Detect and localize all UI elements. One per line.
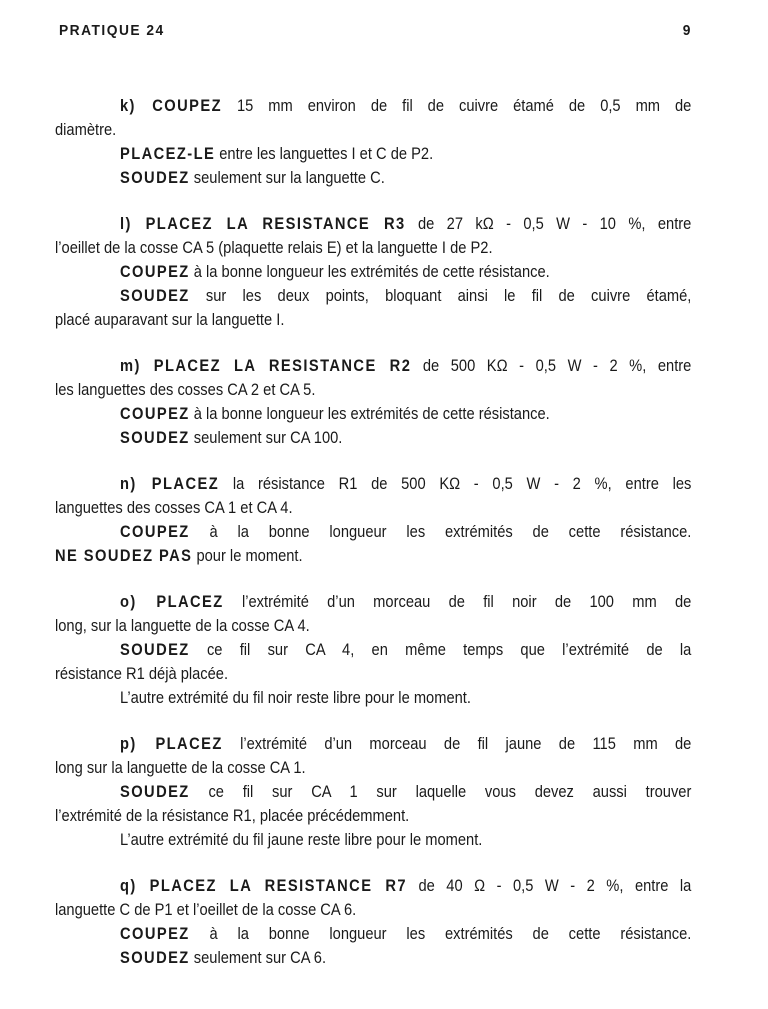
line-text: entre les languettes I et C de P2. — [215, 145, 434, 163]
text-line — [55, 662, 691, 686]
action-keyword: PLACEZ-LE — [119, 145, 216, 163]
text-line — [55, 426, 691, 450]
text-line — [55, 922, 691, 946]
text-line — [55, 544, 691, 568]
line-content — [55, 662, 691, 686]
instruction-step-p — [55, 732, 691, 852]
text-line — [55, 732, 691, 756]
line-content — [120, 284, 691, 308]
action-keyword: SOUDEZ — [119, 949, 190, 967]
line-content — [120, 426, 691, 450]
text-line — [55, 686, 691, 710]
line-text: L’autre extrémité du fil noir reste libre pour le moment. — [119, 689, 471, 707]
line-text: diamètre. — [55, 121, 117, 139]
action-keyword: SOUDEZ — [119, 287, 190, 305]
text-line — [55, 166, 691, 190]
text-line — [55, 212, 691, 236]
line-content — [120, 946, 691, 970]
line-text: les languettes des cosses CA 2 et CA 5. — [55, 381, 316, 399]
action-keyword: q) PLACEZ LA RESISTANCE R7 — [119, 877, 407, 895]
line-text: l’oeillet de la cosse CA 5 (plaquette relais E) et la languette I de P2. — [55, 239, 493, 257]
text-line — [55, 804, 691, 828]
action-keyword: COUPEZ — [119, 523, 190, 541]
text-line — [55, 284, 691, 308]
line-content — [120, 780, 691, 804]
action-keyword: p) PLACEZ — [119, 735, 223, 753]
text-line — [55, 614, 691, 638]
line-text: 15 mm environ de fil de cuivre étamé de 0,5 mm de — [222, 97, 692, 115]
line-content — [55, 308, 691, 332]
instruction-step-o — [55, 590, 691, 710]
action-keyword: l) PLACEZ LA RESISTANCE R3 — [119, 215, 406, 233]
line-text: la résistance R1 de 500 KΩ - 0,5 W - 2 %, entre les — [219, 475, 692, 493]
line-content — [120, 166, 691, 190]
line-text: de 500 KΩ - 0,5 W - 2 %, entre — [411, 357, 692, 375]
page-number: 9 — [682, 22, 692, 39]
line-content — [120, 732, 691, 756]
text-line — [55, 236, 691, 260]
line-text: seulement sur la languette C. — [189, 169, 385, 187]
text-line — [55, 402, 691, 426]
text-line — [55, 898, 691, 922]
action-keyword: NE SOUDEZ PAS — [55, 547, 193, 565]
text-line — [55, 260, 691, 284]
line-text: l’extrémité d’un morceau de fil jaune de 115 mm de — [222, 735, 692, 753]
action-keyword: COUPEZ — [119, 263, 190, 281]
line-content — [120, 402, 691, 426]
text-line — [55, 354, 691, 378]
text-line — [55, 94, 691, 118]
line-text: l’extrémité de la résistance R1, placée précédemment. — [55, 807, 410, 825]
text-line — [55, 378, 691, 402]
line-content — [55, 236, 691, 260]
line-text: de 40 Ω - 0,5 W - 2 %, entre la — [406, 877, 692, 895]
line-content — [55, 378, 691, 402]
line-content — [120, 874, 691, 898]
text-line — [55, 946, 691, 970]
instructions-body — [55, 94, 691, 992]
line-text: pour le moment. — [192, 547, 303, 565]
action-keyword: SOUDEZ — [119, 429, 190, 447]
document-title: PRATIQUE 24 — [59, 22, 165, 39]
action-keyword: COUPEZ — [119, 925, 190, 943]
line-content — [55, 496, 691, 520]
line-content — [120, 828, 691, 852]
action-keyword: SOUDEZ — [119, 641, 190, 659]
action-keyword: SOUDEZ — [119, 783, 190, 801]
line-text: de 27 kΩ - 0,5 W - 10 %, entre — [405, 215, 692, 233]
text-line — [55, 520, 691, 544]
instruction-step-m — [55, 354, 691, 450]
text-line — [55, 780, 691, 804]
action-keyword: COUPEZ — [119, 405, 190, 423]
line-content — [120, 472, 691, 496]
text-line — [55, 874, 691, 898]
line-text: L’autre extrémité du fil jaune reste libre pour le moment. — [119, 831, 483, 849]
line-content — [120, 922, 691, 946]
line-text: à la bonne longueur les extrémités de cette résistance. — [189, 523, 692, 541]
line-text: languettes des cosses CA 1 et CA 4. — [55, 499, 293, 517]
line-content — [120, 520, 691, 544]
line-content — [120, 638, 691, 662]
text-line — [55, 118, 691, 142]
line-content — [55, 544, 691, 568]
line-content — [120, 590, 691, 614]
text-line — [55, 496, 691, 520]
line-text: languette C de P1 et l’oeillet de la cosse CA 6. — [55, 901, 357, 919]
action-keyword: n) PLACEZ — [119, 475, 220, 493]
line-text: seulement sur CA 6. — [189, 949, 327, 967]
page-header — [59, 22, 692, 39]
line-content — [55, 804, 691, 828]
line-text: à la bonne longueur les extrémités de cette résistance. — [189, 405, 550, 423]
line-content — [55, 118, 691, 142]
instruction-step-n — [55, 472, 691, 568]
line-text: long, sur la languette de la cosse CA 4. — [55, 617, 310, 635]
text-line — [55, 638, 691, 662]
line-content — [120, 354, 691, 378]
text-line — [55, 472, 691, 496]
action-keyword: SOUDEZ — [119, 169, 190, 187]
line-text: l’extrémité d’un morceau de fil noir de 100 mm de — [223, 593, 692, 611]
action-keyword: k) COUPEZ — [119, 97, 223, 115]
line-content — [120, 212, 691, 236]
text-line — [55, 308, 691, 332]
line-content — [120, 260, 691, 284]
action-keyword: o) PLACEZ — [119, 593, 224, 611]
line-text: ce fil sur CA 1 sur laquelle vous devez aussi trouver — [189, 783, 692, 801]
line-content — [55, 756, 691, 780]
line-content — [55, 898, 691, 922]
instruction-step-l — [55, 212, 691, 332]
line-text: ce fil sur CA 4, en même temps que l’extrémité de la — [189, 641, 692, 659]
line-text: résistance R1 déjà placée. — [55, 665, 229, 683]
text-line — [55, 828, 691, 852]
text-line — [55, 142, 691, 166]
text-line — [55, 590, 691, 614]
line-text: à la bonne longueur les extrémités de cette résistance. — [189, 263, 550, 281]
line-content — [120, 94, 691, 118]
text-line — [55, 756, 691, 780]
instruction-step-k — [55, 94, 691, 190]
line-content — [120, 142, 691, 166]
line-content — [55, 614, 691, 638]
line-text: seulement sur CA 100. — [189, 429, 343, 447]
instruction-step-q — [55, 874, 691, 970]
line-text: sur les deux points, bloquant ainsi le fil de cuivre étamé, — [189, 287, 692, 305]
line-text: placé auparavant sur la languette I. — [55, 311, 285, 329]
action-keyword: m) PLACEZ LA RESISTANCE R2 — [119, 357, 412, 375]
line-text: à la bonne longueur les extrémités de cette résistance. — [189, 925, 692, 943]
line-content — [120, 686, 691, 710]
line-text: long sur la languette de la cosse CA 1. — [55, 759, 306, 777]
